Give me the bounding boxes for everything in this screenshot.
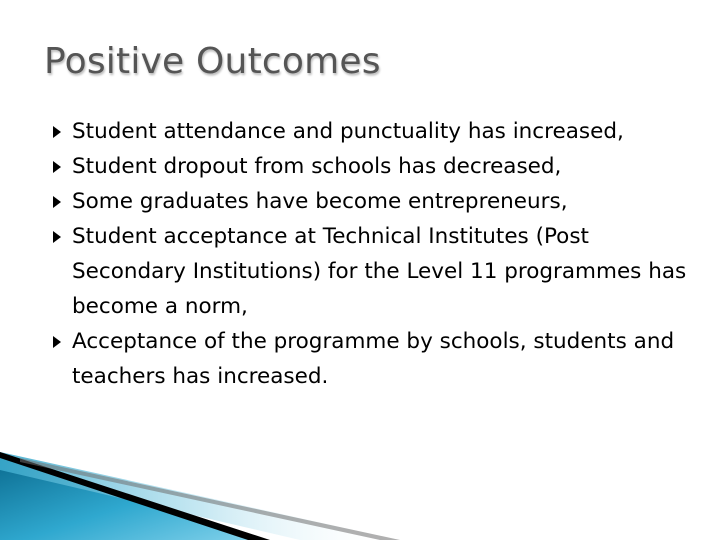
bullet-text: Some graduates have become entrepreneurs,: [72, 189, 568, 214]
bullet-text: Acceptance of the programme by schools, students and teachers has increased.: [72, 329, 675, 389]
bullet-text: Student dropout from schools has decreased,: [72, 154, 562, 179]
bullet-text: Student attendance and punctuality has increased,: [72, 119, 624, 144]
slide-title: Positive Outcomes: [44, 41, 381, 82]
bullet-text: Student acceptance at Technical Institutes (Post Secondary Institutions) for the Level 11 programmes has become a norm,: [72, 224, 687, 319]
